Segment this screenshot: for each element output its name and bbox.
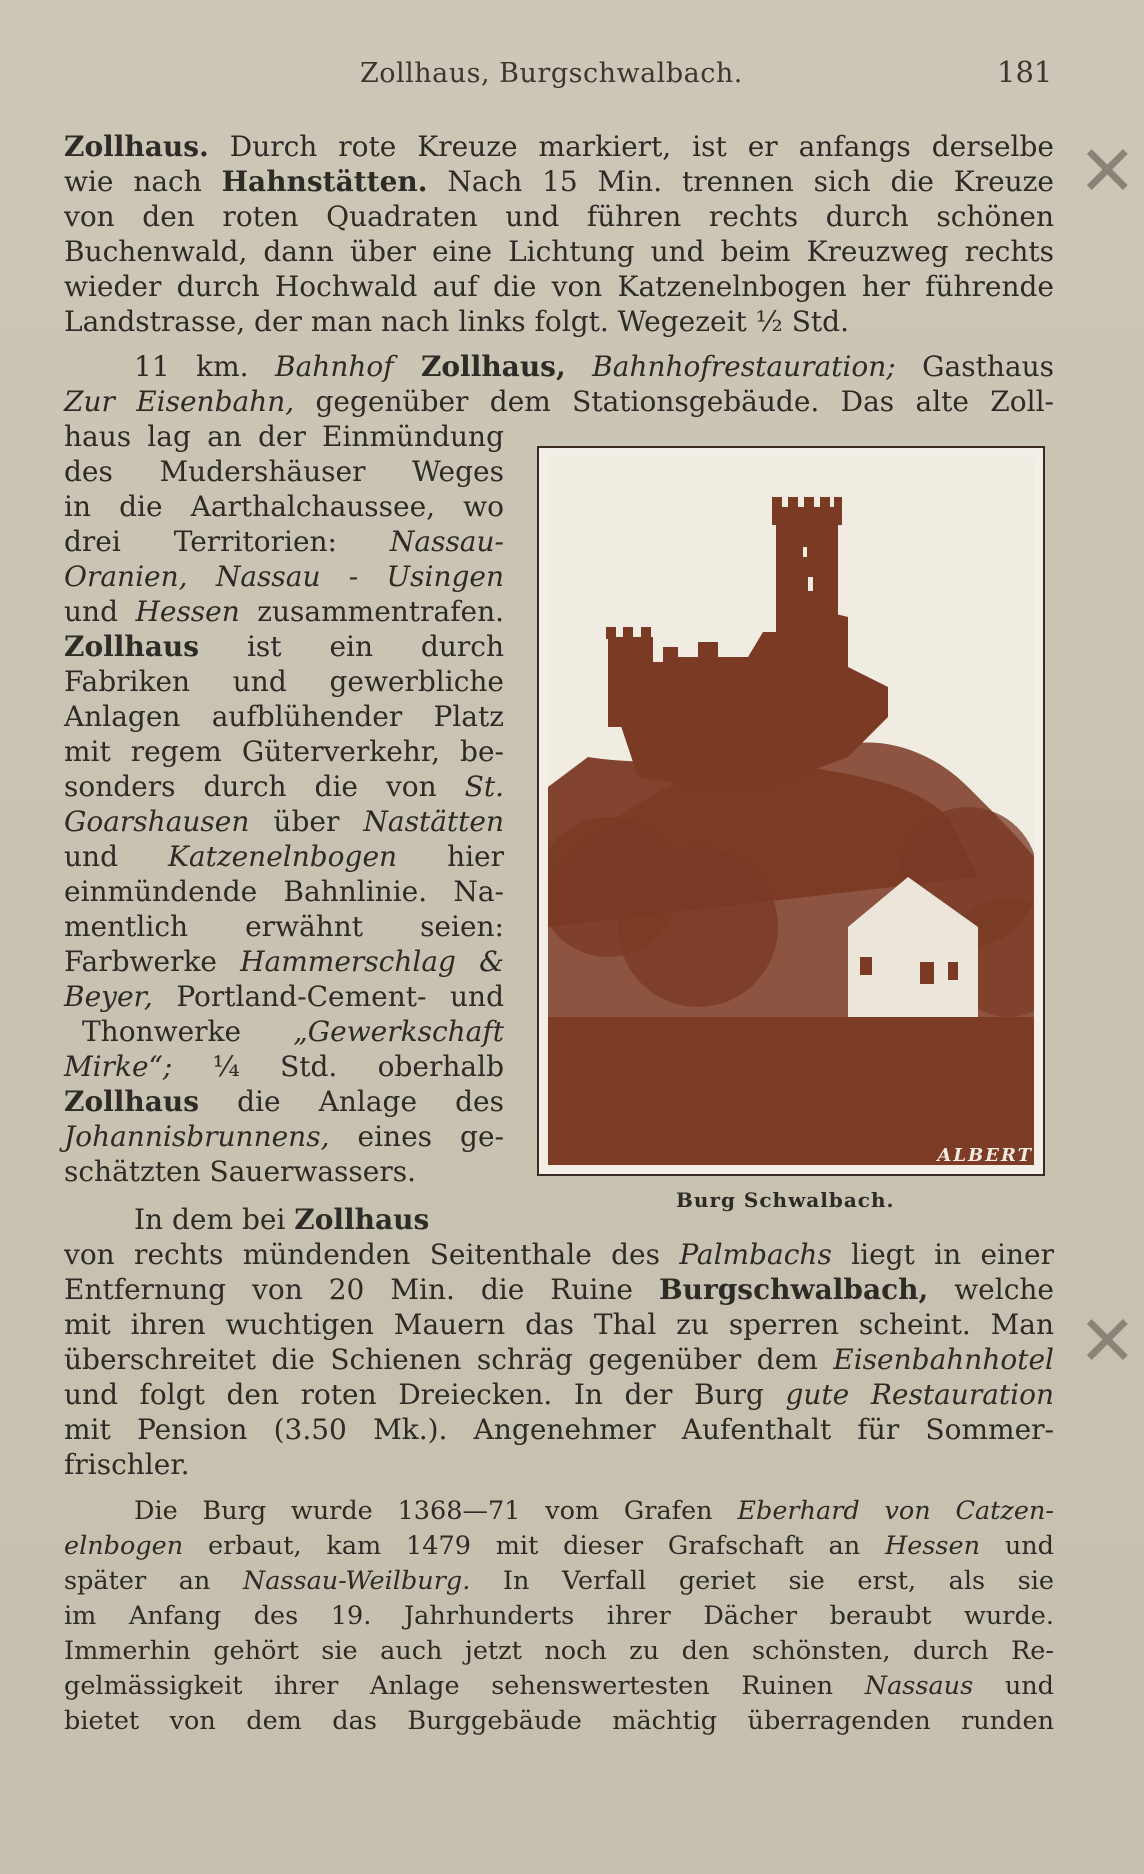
text-line: Landstrasse, der man nach links folgt. Wegezeit ½ Std.: [64, 305, 849, 338]
text-line: von rechts mündenden Seitenthale des Palmbachs liegt in einer: [64, 1238, 1055, 1271]
text-line: im Anfang des 19. Jahrhunderts ihrer Dächer beraubt wurde.: [64, 1601, 1054, 1631]
text-line: Zollhaus die Anlage des: [64, 1085, 504, 1118]
text-line: bietet von dem das Burggebäude mächtig überragenden runden: [64, 1706, 1054, 1736]
text-line: Farbwerke Hammerschlag &: [64, 945, 504, 978]
text-line: Anlagen aufblühender Platz: [64, 700, 504, 733]
text-line: Oranien, Nassau - Usingen: [64, 560, 505, 593]
text-line: in die Aarthalchaussee, wo: [64, 490, 504, 523]
text-line: Zur Eisenbahn, gegenüber dem Stationsgebäude. Das alte Zoll-: [64, 385, 1054, 418]
text-line: mentlich erwähnt seien:: [64, 910, 504, 943]
text-line: Die Burg wurde 1368—71 vom Grafen Eberhard von Catzen-: [134, 1496, 1054, 1526]
text-line: überschreitet die Schienen schräg gegenüber dem Eisenbahnhotel: [64, 1343, 1054, 1376]
text-line: mit Pension (3.50 Mk.). Angenehmer Aufenthalt für Sommer-: [64, 1413, 1054, 1446]
text-line: mit ihren wuchtigen Mauern das Thal zu sperren scheint. Man: [64, 1308, 1054, 1341]
text-line: und Katzenelnbogen hier: [64, 840, 505, 873]
figure-caption: Burg Schwalbach.: [676, 1188, 895, 1212]
text-line: mit regem Güterverkehr, be-: [64, 735, 504, 768]
text-line: später an Nassau-Weilburg. In Verfall geriet sie erst, als sie: [64, 1566, 1054, 1596]
text-line: Immerhin gehört sie auch jetzt noch zu den schönsten, durch Re-: [64, 1636, 1054, 1666]
text-line: Goarshausen über Nastätten: [64, 805, 504, 838]
text-line: wieder durch Hochwald auf die von Katzenelnbogen her führende: [64, 270, 1054, 303]
text-line: Thonwerke „Gewerkschaft: [82, 1015, 504, 1048]
margin-pencil-mark: ✕: [1078, 130, 1137, 212]
text-line: 11 km. Bahnhof Zollhaus, Bahnhofrestauration; Gasthaus: [134, 350, 1054, 383]
text-line: Buchenwald, dann über eine Lichtung und beim Kreuzweg rechts: [64, 235, 1054, 268]
text-line: sonders durch die von St.: [64, 770, 504, 803]
text-line: gelmässigkeit ihrer Anlage sehenswertesten Ruinen Nassaus und: [64, 1671, 1054, 1701]
text-line: Zollhaus ist ein durch: [64, 630, 504, 663]
text-line: Johannisbrunnens, eines ge-: [64, 1120, 504, 1153]
text-line: des Mudershäuser Weges: [64, 455, 504, 488]
illustration-signature: ALBERT: [937, 1145, 1033, 1166]
text-line: und folgt den roten Dreiecken. In der Burg gute Restauration: [64, 1378, 1054, 1411]
text-line: Fabriken und gewerbliche: [64, 665, 504, 698]
text-line: Entfernung von 20 Min. die Ruine Burgschwalbach, welche: [64, 1273, 1054, 1306]
page-number: 181: [997, 55, 1053, 89]
text-line: einmündende Bahnlinie. Na-: [64, 875, 504, 908]
text-line: frischler.: [64, 1448, 190, 1481]
text-line: drei Territorien: Nassau-: [64, 525, 504, 558]
text-line: Beyer, Portland-Cement- und: [64, 980, 504, 1013]
text-line: haus lag an der Einmündung: [64, 420, 504, 453]
margin-pencil-mark: ✕: [1078, 1300, 1137, 1382]
text-line: schätzten Sauerwassers.: [64, 1155, 417, 1188]
text-line: und Hessen zusammentrafen.: [64, 595, 505, 628]
text-line: elnbogen erbaut, kam 1479 mit dieser Grafschaft an Hessen und: [64, 1531, 1054, 1561]
castle-illustration: [537, 446, 1045, 1176]
text-line: von den roten Quadraten und führen rechts durch schönen: [64, 200, 1054, 233]
text-line: In dem bei Zollhaus: [134, 1203, 430, 1236]
running-head: Zollhaus, Burgschwalbach.: [360, 58, 743, 89]
text-line: Zollhaus. Durch rote Kreuze markiert, ist er anfangs derselbe: [64, 130, 1054, 163]
text-line: Mirke“; ¼ Std. oberhalb: [64, 1050, 504, 1083]
castle-ruin-picture: [548, 457, 1034, 1165]
text-line: wie nach Hahnstätten. Nach 15 Min. trennen sich die Kreuze: [64, 165, 1055, 198]
